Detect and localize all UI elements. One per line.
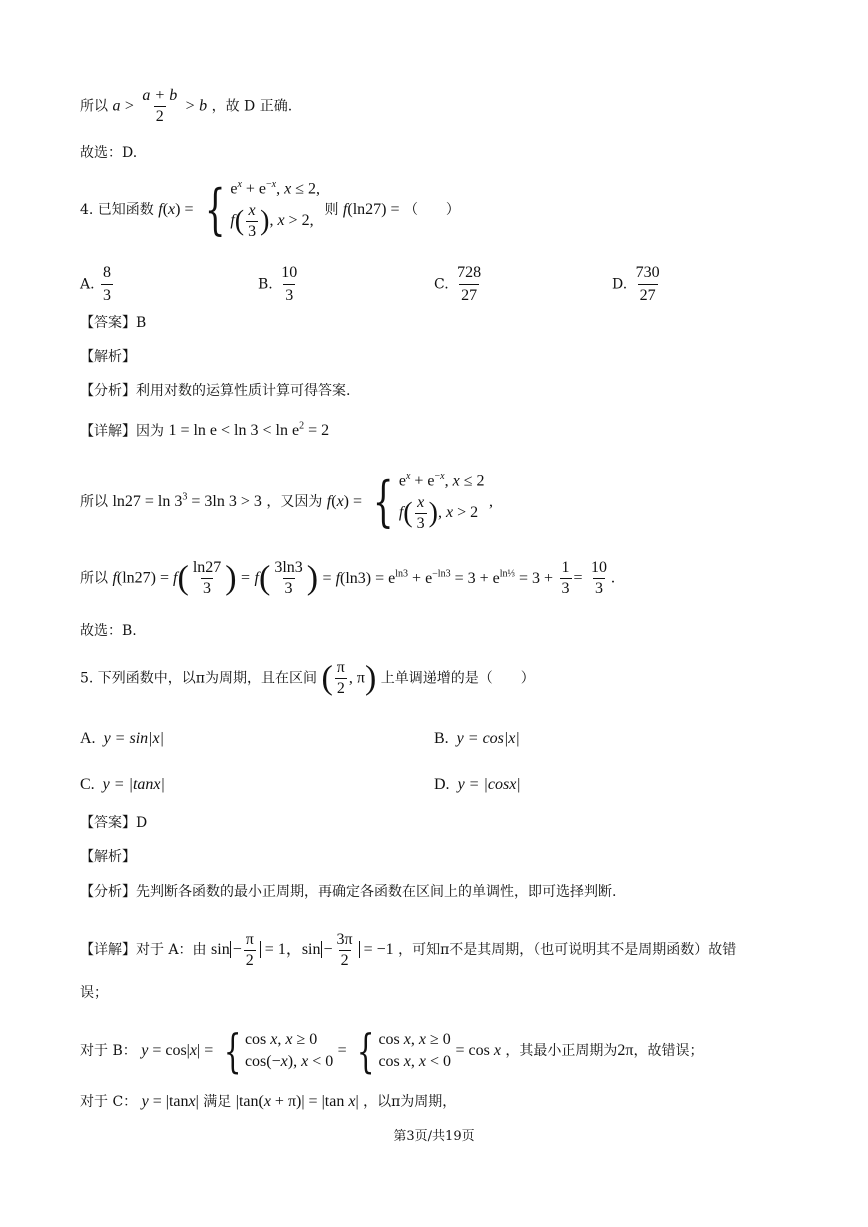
question-4: 4. 已知函数 f(x) = { $e^x + e^{-x}$, x ≤ 2, f( $\frac{x}{3}$ ), x > 2, 则 f(ln27) = （ ） xyxy=(80,178,460,242)
q4-option-d[interactable]: D. $\frac{730}{27}$ xyxy=(612,264,660,304)
q5-answer: 【答案】D xyxy=(80,815,148,831)
q5-detail-c: 对于 C： y = |tanx| 满足 |tan(x + π)| = |tan x| ，以π为周期， xyxy=(80,1093,457,1110)
q5-option-d[interactable]: D. y = |cosx| xyxy=(434,776,521,793)
q4-analysis-tag: 【解析】 xyxy=(80,349,136,365)
q5-detail-b: 对于 B： y = cos|x| = { cos x, x ≥ 0 cos(−x), x < 0 = { cos x, x ≥ 0 cos x, x < 0 = cos x ，其最小正周期为2π，故错误； xyxy=(80,1024,704,1078)
q4-detail-3: 所以 f(ln27) = f( $\frac{\ln 27}{3}$ ) = f( $\frac{3\ln 3}{3}$ ) = $f(\ln 3) = e^{ln3} + e^{-ln3} = 3 + e^{ln\frac{1}{3}} = 3$ + $\frac{1}{3}$ = $\frac{10}{3}$ . xyxy=(80,559,616,597)
q5-analysis-tag: 【解析】 xyxy=(80,849,136,865)
q4-option-a[interactable]: A. $\frac{8}{3}$ xyxy=(80,264,112,304)
question-5: 5. 下列函数中，以π为周期，且在区间 ( $\frac{\pi}{2}$ , π) 上单调递增的是（ ） xyxy=(80,659,535,697)
q4-option-c[interactable]: C. $\frac{728}{27}$ xyxy=(434,264,482,304)
q5-fenxi: 【分析】先判断各函数的最小正周期，再确定各函数在区间上的单调性，即可选择判断. xyxy=(80,884,617,900)
q5-option-b[interactable]: B. y = cos|x| xyxy=(434,730,520,747)
q5-option-c[interactable]: C. y = |tanx| xyxy=(80,776,165,793)
q5-detail-a-wrap: 误； xyxy=(80,985,108,1001)
q5-option-a[interactable]: A. y = sin|x| xyxy=(80,730,165,747)
q4-detail-2: 所以 $\ln 27 = \ln 3^3 = 3\ln$ 3 > 3 ，又因为 f(x) = { $e^x + e^{-x}$, x ≤ 2 f( $\frac{x}{3}$ ), x > 2 , xyxy=(80,470,493,534)
choose-b: 故选：B. xyxy=(80,623,137,639)
page-footer: 第3页/共19页 xyxy=(393,1129,475,1144)
conclusion-line-d: 所以 a > $\frac{a + b}{2}$ > b ，故 D 正确. xyxy=(80,87,293,125)
q4-fenxi: 【分析】利用对数的运算性质计算可得答案. xyxy=(80,383,351,399)
fraction-a-plus-b-over-2: $\frac{a + b}{2}$ xyxy=(142,87,178,125)
q5-detail-a: 【详解】对于 A：由 sin − $\frac{\pi}{2}$ = 1，sin − $\frac{3\pi}{2}$ = −1 ，可知π不是其周期，（也可说明其不是周期函数）故错 xyxy=(80,931,737,969)
q4-answer: 【答案】B xyxy=(80,315,147,331)
q4-option-b[interactable]: B. $\frac{10}{3}$ xyxy=(258,264,298,304)
q4-detail-1: 【详解】因为 $1 = \ln e < \ln 3 < \ln e^2 = 2$ xyxy=(80,421,330,440)
choose-d: 故选：D. xyxy=(80,145,138,161)
piecewise-brace: { $e^x + e^{-x}$, x ≤ 2, f( $\frac{x}{3}$ ), x > 2, xyxy=(204,178,320,242)
